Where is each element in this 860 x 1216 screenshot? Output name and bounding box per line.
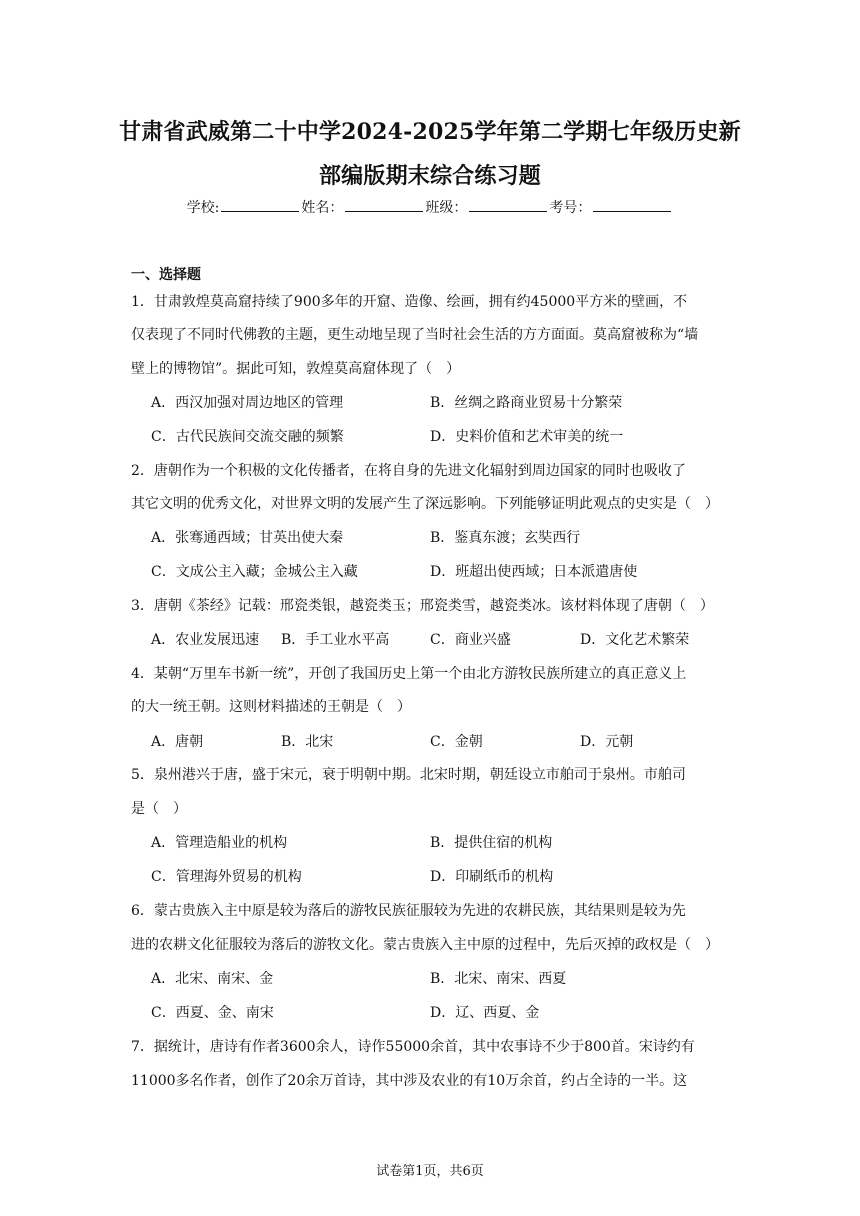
question-5-option-d[interactable]: D．印刷纸币的机构: [430, 869, 554, 885]
question-1-line-3: 壁上的博物馆”。据此可知，敦煌莫高窟体现了（ ）: [131, 361, 461, 377]
question-3-option-a[interactable]: A．农业发展迅速: [151, 632, 260, 648]
question-5-option-b[interactable]: B．提供住宿的机构: [430, 835, 553, 851]
question-6-option-d[interactable]: D．辽、西夏、金: [430, 1005, 540, 1021]
exam-no-label: 考号：: [549, 200, 592, 216]
question-2-option-b[interactable]: B．鉴真东渡；玄奘西行: [430, 530, 581, 546]
school-label: 学校:: [186, 200, 220, 216]
page-title-line2: 部编版期末综合练习题: [318, 163, 541, 189]
student-info-row: [0, 197, 860, 217]
question-1-line-2: 仅表现了不同时代佛教的主题，更生动地呈现了当时社会生活的方方面面。莫高窟被称为“墙: [131, 327, 699, 343]
question-4-option-c[interactable]: C．金朝: [430, 734, 483, 750]
question-6-line-2: 进的农耕文化征服较为落后的游牧文化。蒙古贵族入主中原的过程中，先后灭掉的政权是（ ）: [131, 937, 719, 953]
question-4-line-2: 的大一统王朝。这则材料描述的王朝是（ ）: [131, 699, 411, 715]
question-1-option-a[interactable]: A．西汉加强对周边地区的管理: [151, 395, 344, 411]
question-5-line-1: 5．泉州港兴于唐，盛于宋元，衰于明朝中期。北宋时期，朝廷设立市舶司于泉州。市舶司: [131, 767, 686, 783]
question-7-line-1: 7．据统计，唐诗有作者3600余人，诗作55000余首，其中农事诗不少于800首。宋诗约有: [131, 1039, 695, 1055]
question-4-line-1: 4．某朝“万里车书新一统”，开创了我国历史上第一个由北方游牧民族所建立的真正意义上: [131, 666, 687, 682]
class-field[interactable]: [469, 197, 547, 212]
question-3-option-b[interactable]: B．手工业水平高: [281, 632, 390, 648]
question-5-line-2: 是（ ）: [131, 801, 187, 817]
question-3-line-1: 3．唐朝《茶经》记载：邢瓷类银，越瓷类玉；邢瓷类雪，越瓷类冰。该材料体现了唐朝（ ）: [131, 598, 714, 614]
class-label: 班级：: [425, 200, 468, 216]
question-7-line-2: 11000多名作者，创作了20余万首诗，其中涉及农业的有10万余首，约占全诗的一半。这: [131, 1073, 688, 1089]
name-field[interactable]: [345, 197, 423, 212]
page-footer: 试卷第1页，共6页: [376, 1164, 484, 1179]
name-label: 姓名：: [301, 200, 344, 216]
question-6-line-1: 6．蒙古贵族入主中原是较为落后的游牧民族征服较为先进的农耕民族，其结果则是较为先: [131, 903, 686, 919]
question-2-option-a[interactable]: A．张骞通西域；甘英出使大秦: [151, 530, 344, 546]
exam-no-field[interactable]: [593, 197, 671, 212]
question-5-option-a[interactable]: A．管理造船业的机构: [151, 835, 288, 851]
section-title: 一、选择题: [131, 267, 201, 283]
question-2-option-c[interactable]: C．文成公主入藏；金城公主入藏: [151, 564, 358, 580]
question-1-option-b[interactable]: B．丝绸之路商业贸易十分繁荣: [430, 395, 623, 411]
question-4-option-a[interactable]: A．唐朝: [151, 734, 204, 750]
question-6-option-b[interactable]: B．北宋、南宋、西夏: [430, 971, 567, 987]
question-4-option-d[interactable]: D．元朝: [580, 734, 634, 750]
question-1-option-c[interactable]: C．古代民族间交流交融的频繁: [151, 429, 344, 445]
question-4-option-b[interactable]: B．北宋: [281, 734, 334, 750]
question-6-option-c[interactable]: C．西夏、金、南宋: [151, 1005, 274, 1021]
question-2-line-2: 其它文明的优秀文化，对世界文明的发展产生了深远影响。下列能够证明此观点的史实是（ ）: [131, 496, 719, 512]
page-title-line1: 甘肃省武威第二十中学2024-2025学年第二学期七年级历史新: [119, 119, 741, 145]
question-2-option-d[interactable]: D．班超出使西域；日本派遣唐使: [430, 564, 638, 580]
question-3-option-c[interactable]: C．商业兴盛: [430, 632, 511, 648]
question-1-line-1: 1．甘肃敦煌莫高窟持续了900多年的开窟、造像、绘画，拥有约45000平方米的壁画，不: [131, 294, 688, 310]
question-3-option-d[interactable]: D．文化艺术繁荣: [580, 632, 690, 648]
question-2-line-1: 2．唐朝作为一个积极的文化传播者，在将自身的先进文化辐射到周边国家的同时也吸收了: [131, 463, 686, 479]
question-6-option-a[interactable]: A．北宋、南宋、金: [151, 971, 274, 987]
question-5-option-c[interactable]: C．管理海外贸易的机构: [151, 869, 302, 885]
school-field[interactable]: [221, 197, 299, 212]
question-1-option-d[interactable]: D．史料价值和艺术审美的统一: [430, 429, 624, 445]
